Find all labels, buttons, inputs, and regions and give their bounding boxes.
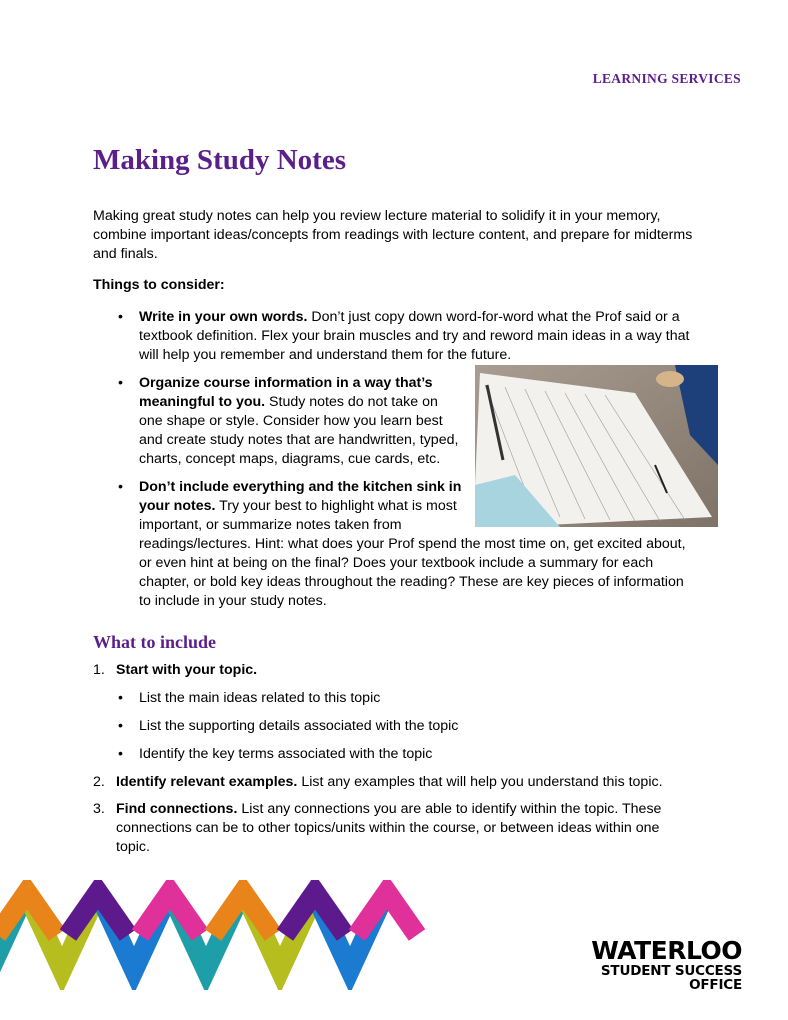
waterloo-logo (591, 938, 742, 992)
item-lead: Find connections. (116, 801, 238, 817)
list-item (93, 773, 693, 792)
sub-list (116, 689, 693, 764)
page-title: Making Study Notes (93, 144, 346, 176)
sub-item: • List the main ideas related to this topic (139, 689, 693, 708)
item-text: List any examples that will help you understand this topic. (297, 774, 663, 790)
item-number: 3. (93, 801, 105, 817)
item-number: 1. (93, 662, 105, 678)
item-text: Study notes do not take on one shape or style. Consider how you learn best and create study notes that are handwritten, typed, charts, concept maps, diagrams, cue cards, etc. (139, 394, 459, 467)
list-item (139, 308, 695, 365)
item-lead: Write in your own words. (139, 309, 308, 325)
logo-line: WATERLOO (591, 936, 742, 965)
consider-list (139, 308, 695, 620)
list-item (139, 374, 695, 469)
include-list (93, 661, 693, 865)
list-item (139, 478, 695, 611)
list-item (93, 800, 693, 857)
item-lead: Start with your topic. (116, 662, 258, 678)
zigzag-decoration (0, 880, 620, 990)
section-heading: What to include (93, 632, 217, 652)
consider-heading: Things to consider: (93, 277, 225, 293)
intro-paragraph: Making great study notes can help you review lecture material to solidify it in your memory, combine important ideas/concepts from readings with lecture content, and prepare for midterms and finals. (93, 208, 693, 262)
logo-line: OFFICE (689, 977, 742, 993)
item-text: Try your best to highlight what is most important, or summarize notes taken from readings/lectures. Hint: what does your Prof spend the most time on, get excited about, or even hint at being on the final? Does your textbook include a summary for each chapter, or bold key ideas throughout the reading? These are key pieces of information to include in your study notes. (139, 498, 686, 609)
item-lead: Don’t include everything and the kitchen sink in your notes. (139, 479, 462, 514)
logo-line: STUDENT SUCCESS (600, 963, 742, 979)
item-text: Don’t just copy down word-for-word what the Prof said or a textbook definition. Flex your brain muscles and try and reword main ideas in a way that will help you remember and understand them for the future. (139, 309, 690, 363)
sub-item: • List the supporting details associated with the topic (139, 717, 693, 736)
item-lead: Organize course information in a way that’s meaningful to you. (139, 375, 433, 410)
header-label: LEARNING SERVICES (592, 71, 741, 86)
item-text: List any connections you are able to identify within the topic. These connections can be to other topics/units within the course, or between ideas within one topic. (116, 801, 662, 855)
list-item (93, 661, 693, 764)
item-lead: Identify relevant examples. (116, 774, 298, 790)
item-number: 2. (93, 774, 105, 790)
sub-item: • Identify the key terms associated with the topic (139, 745, 693, 764)
